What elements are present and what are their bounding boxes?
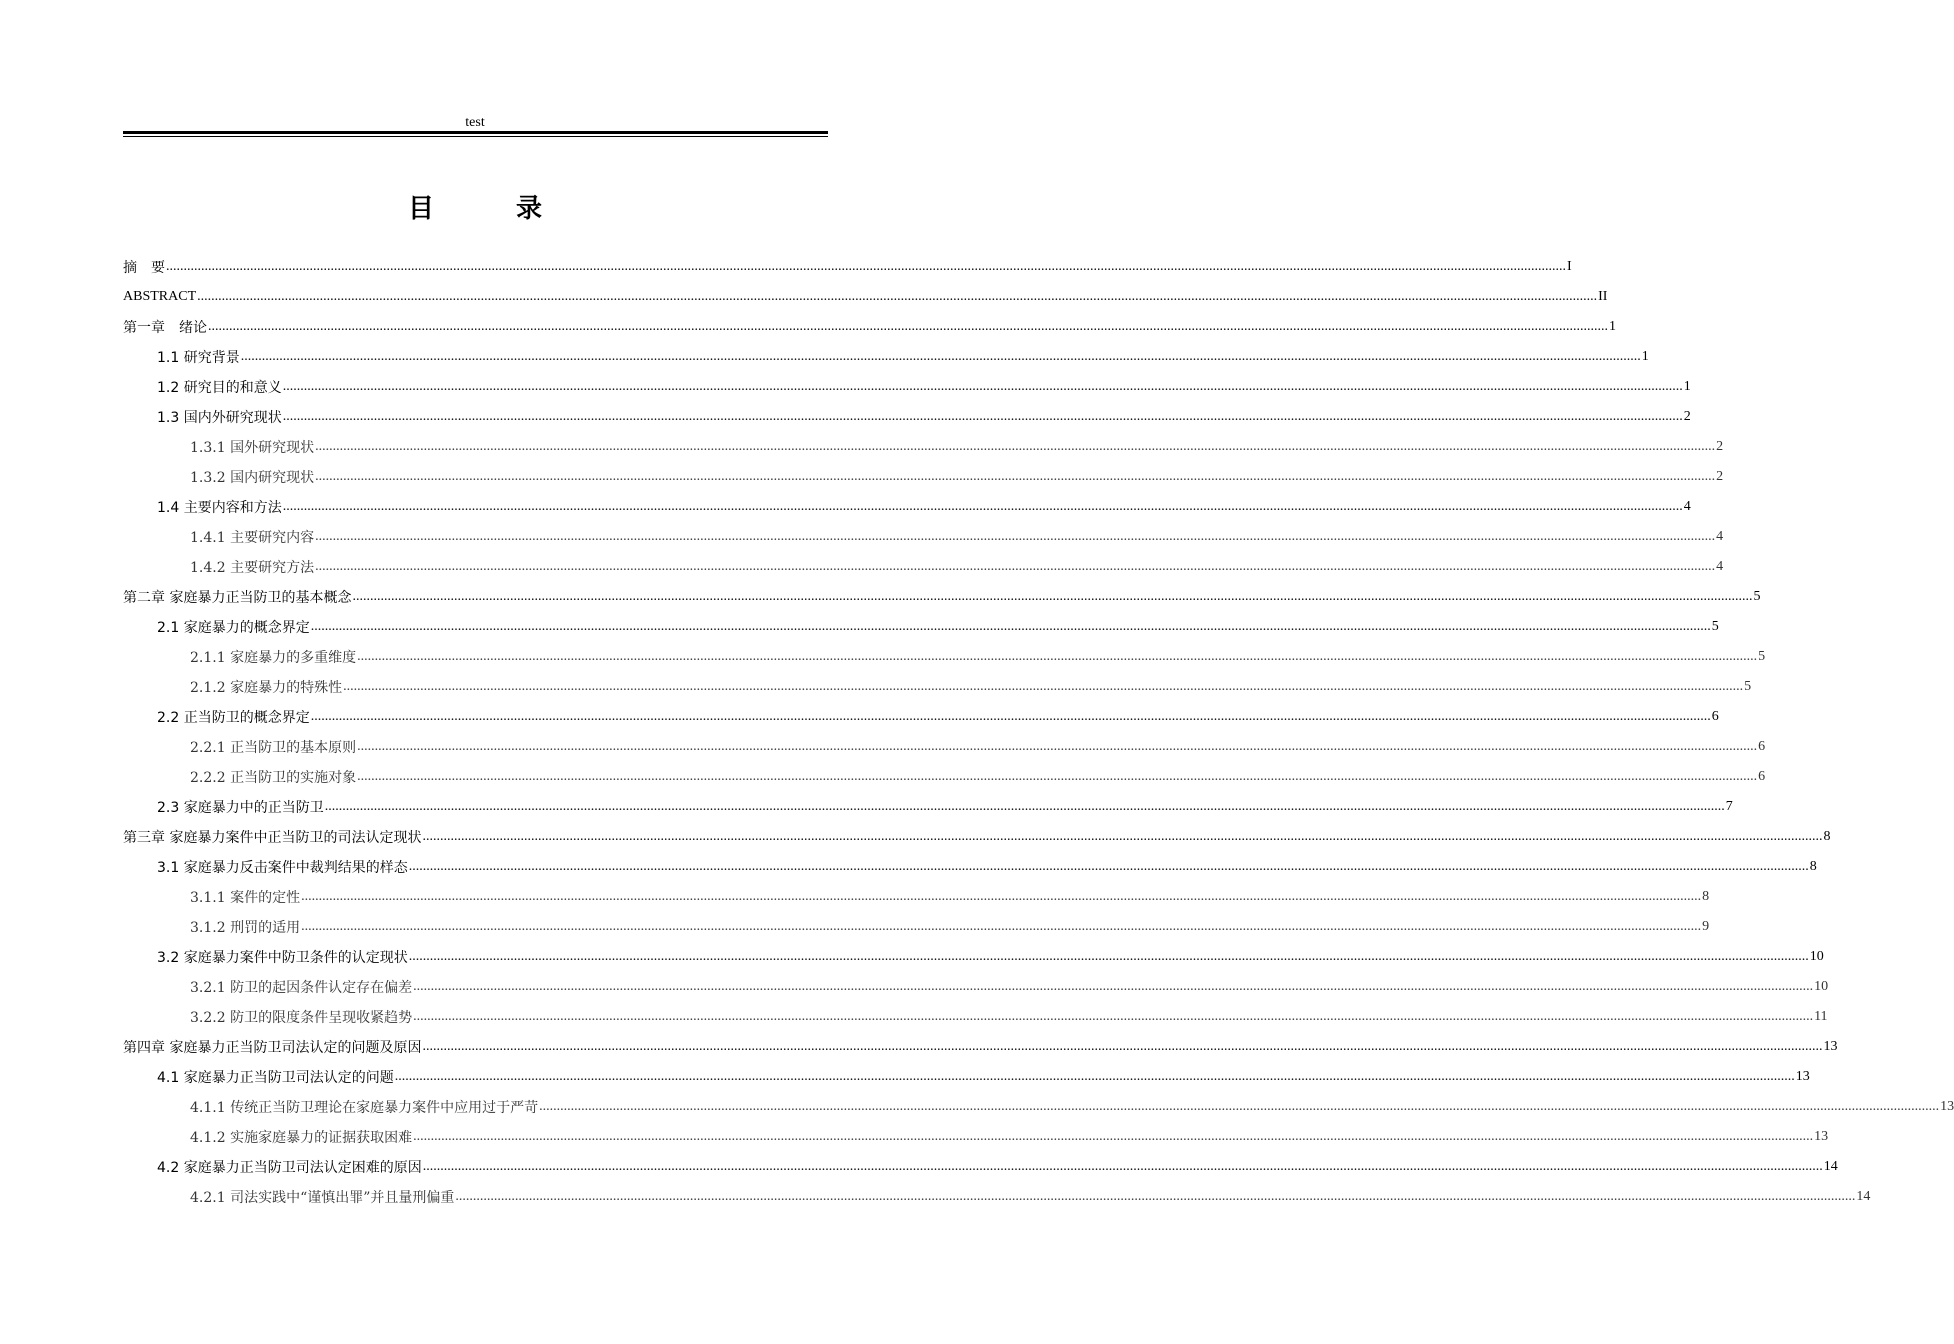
toc-dot-leader: ................................................................................................................................................................................................................................................................................................................................................................................................................ — [282, 499, 1683, 514]
toc-dot-leader: ................................................................................................................................................................................................................................................................................................................................................................................................................ — [315, 469, 1716, 484]
toc-entry[interactable] — [123, 672, 1752, 702]
toc-dot-leader: ................................................................................................................................................................................................................................................................................................................................................................................................................ — [539, 1099, 1940, 1114]
toc-entry-page: 6 — [1711, 709, 1719, 724]
toc-dot-leader: ................................................................................................................................................................................................................................................................................................................................................................................................................ — [315, 559, 1716, 574]
toc-entry-label: 3.1 家庭暴力反击案件中裁判结果的样态 — [157, 860, 408, 876]
toc-entry-label: 4.1.2 实施家庭暴力的证据获取困难 — [190, 1130, 413, 1146]
toc-entry[interactable] — [123, 762, 1766, 792]
toc-entry[interactable] — [123, 1062, 1810, 1092]
toc-entry-label: 3.2.2 防卫的限度条件呈现收紧趋势 — [190, 1010, 413, 1026]
toc-dot-leader: ................................................................................................................................................................................................................................................................................................................................................................................................................ — [310, 709, 1711, 724]
toc-entry-page: 1 — [1609, 319, 1616, 334]
toc-entry-page: 8 — [1809, 859, 1817, 874]
toc-entry-label: 3.2.1 防卫的起因条件认定存在偏差 — [190, 980, 413, 996]
toc-entry-label: 3.1.1 案件的定性 — [190, 890, 301, 906]
toc-entry-page: 13 — [1795, 1069, 1810, 1084]
toc-dot-leader: ................................................................................................................................................................................................................................................................................................................................................................................................................ — [422, 829, 1823, 844]
toc-entry[interactable] — [123, 822, 1831, 852]
toc-dot-leader: ................................................................................................................................................................................................................................................................................................................................................................................................................ — [357, 739, 1758, 754]
toc-entry-page: 5 — [1744, 679, 1752, 694]
toc-entry-label: 2.1 家庭暴力的概念界定 — [157, 620, 310, 636]
toc-dot-leader: ................................................................................................................................................................................................................................................................................................................................................................................................................ — [315, 439, 1716, 454]
toc-entry-page: 2 — [1683, 409, 1691, 424]
toc-entry-label: 1.1 研究背景 — [157, 350, 240, 366]
toc-dot-leader: ................................................................................................................................................................................................................................................................................................................................................................................................................ — [315, 529, 1716, 544]
toc-entry[interactable] — [123, 342, 1649, 372]
toc-entry-page: 1 — [1683, 379, 1691, 394]
toc-entry-page: I — [1567, 259, 1572, 274]
toc-entry-label: 3.2 家庭暴力案件中防卫条件的认定现状 — [157, 950, 408, 966]
toc-entry-label: 1.3.1 国外研究现状 — [190, 440, 315, 456]
toc-entry-label: 摘 要 — [123, 260, 165, 276]
toc-dot-leader: ................................................................................................................................................................................................................................................................................................................................................................................................................ — [408, 949, 1809, 964]
toc-dot-leader: ................................................................................................................................................................................................................................................................................................................................................................................................................ — [413, 979, 1814, 994]
toc-dot-leader: ................................................................................................................................................................................................................................................................................................................................................................................................................ — [324, 799, 1725, 814]
toc-entry-page: 8 — [1702, 889, 1710, 904]
toc-entry-label: 2.1.2 家庭暴力的特殊性 — [190, 680, 343, 696]
toc-entry-label: 第四章 家庭暴力正当防卫司法认定的问题及原因 — [123, 1040, 422, 1056]
toc-entry-page: 5 — [1758, 649, 1766, 664]
toc-entry-label: 4.1.1 传统正当防卫理论在家庭暴力案件中应用过于严苛 — [190, 1100, 539, 1116]
toc-entry-page: 5 — [1753, 589, 1761, 604]
toc-entry[interactable] — [123, 792, 1733, 822]
toc-entry-page: 14 — [1856, 1189, 1871, 1204]
toc-entry[interactable] — [123, 522, 1724, 552]
toc-dot-leader: ................................................................................................................................................................................................................................................................................................................................................................................................................ — [282, 379, 1683, 394]
toc-entry-label: 4.2.1 司法实践中“谨慎出罪”并且量刑偏重 — [190, 1190, 455, 1206]
toc-entry-page: 10 — [1809, 949, 1824, 964]
running-header: test — [465, 115, 485, 130]
toc-entry-label: 1.3.2 国内研究现状 — [190, 470, 315, 486]
toc-entry-page: II — [1598, 289, 1608, 304]
toc-entry-page: 14 — [1823, 1159, 1838, 1174]
toc-entry-page: 9 — [1702, 919, 1710, 934]
toc-entry-label: 3.1.2 刑罚的适用 — [190, 920, 301, 936]
toc-dot-leader: ................................................................................................................................................................................................................................................................................................................................................................................................................ — [301, 919, 1702, 934]
toc-entry-label: 2.1.1 家庭暴力的多重维度 — [190, 650, 357, 666]
toc-entry-page: 7 — [1725, 799, 1733, 814]
toc-entry-page: 4 — [1716, 529, 1724, 544]
toc-entry[interactable] — [123, 372, 1691, 402]
toc-dot-leader: ................................................................................................................................................................................................................................................................................................................................................................................................................ — [422, 1039, 1823, 1054]
toc-dot-leader: ................................................................................................................................................................................................................................................................................................................................................................................................................ — [413, 1129, 1814, 1144]
toc-entry[interactable] — [123, 582, 1761, 612]
toc-entry-label: 第二章 家庭暴力正当防卫的基本概念 — [123, 590, 352, 606]
toc-entry-page: 6 — [1758, 739, 1766, 754]
toc-entry[interactable] — [123, 1032, 1838, 1062]
toc-entry[interactable] — [123, 1122, 1829, 1152]
toc-dot-leader: ................................................................................................................................................................................................................................................................................................................................................................................................................ — [197, 289, 1598, 304]
toc-entry-page: 13 — [1940, 1099, 1954, 1114]
toc-entry[interactable] — [123, 462, 1724, 492]
toc-entry-page: 13 — [1823, 1039, 1838, 1054]
toc-entry-label: 2.2.2 正当防卫的实施对象 — [190, 770, 357, 786]
toc-entry-page: 10 — [1814, 979, 1829, 994]
toc-entry[interactable] — [123, 252, 1572, 282]
header-rule-thick — [123, 131, 828, 134]
toc-entry-label: 4.1 家庭暴力正当防卫司法认定的问题 — [157, 1070, 394, 1086]
toc-entry-label: 4.2 家庭暴力正当防卫司法认定困难的原因 — [157, 1160, 422, 1176]
toc-entry[interactable] — [123, 402, 1691, 432]
toc-entry-page: 4 — [1683, 499, 1691, 514]
toc-dot-leader: ................................................................................................................................................................................................................................................................................................................................................................................................................ — [394, 1069, 1795, 1084]
toc-entry[interactable] — [123, 1092, 1954, 1122]
toc-entry-label: 1.4.2 主要研究方法 — [190, 560, 315, 576]
toc-entry-page: 11 — [1814, 1009, 1828, 1024]
page-title: 目 录 — [407, 194, 570, 224]
header-rule-thin — [123, 136, 828, 137]
toc-entry-label: 2.2.1 正当防卫的基本原则 — [190, 740, 357, 756]
toc-dot-leader: ................................................................................................................................................................................................................................................................................................................................................................................................................ — [455, 1189, 1856, 1204]
toc-entry[interactable] — [123, 552, 1724, 582]
toc-entry-label: 2.2 正当防卫的概念界定 — [157, 710, 310, 726]
toc-dot-leader: ................................................................................................................................................................................................................................................................................................................................................................................................................ — [301, 889, 1702, 904]
toc-entry-label: 1.4 主要内容和方法 — [157, 500, 282, 516]
toc-dot-leader: ................................................................................................................................................................................................................................................................................................................................................................................................................ — [357, 649, 1758, 664]
toc-entry-label: 2.3 家庭暴力中的正当防卫 — [157, 800, 324, 816]
toc-entry-page: 8 — [1823, 829, 1831, 844]
toc-entry-label: ABSTRACT — [123, 289, 197, 304]
toc-entry-label: 1.3 国内外研究现状 — [157, 410, 282, 426]
toc-dot-leader: ................................................................................................................................................................................................................................................................................................................................................................................................................ — [282, 409, 1683, 424]
toc-dot-leader: ................................................................................................................................................................................................................................................................................................................................................................................................................ — [352, 589, 1753, 604]
toc-entry[interactable] — [123, 1152, 1838, 1182]
toc-dot-leader: ................................................................................................................................................................................................................................................................................................................................................................................................................ — [357, 769, 1758, 784]
toc-entry[interactable] — [123, 972, 1829, 1002]
toc-entry-label: 第一章 绪论 — [123, 320, 207, 336]
toc-dot-leader: ................................................................................................................................................................................................................................................................................................................................................................................................................ — [413, 1009, 1814, 1024]
toc-entry[interactable] — [123, 492, 1691, 522]
toc-dot-leader: ................................................................................................................................................................................................................................................................................................................................................................................................................ — [422, 1159, 1823, 1174]
toc-entry[interactable] — [123, 732, 1766, 762]
toc-entry-page: 6 — [1758, 769, 1766, 784]
toc-entry[interactable] — [123, 1182, 1871, 1212]
toc-entry-label: 1.4.1 主要研究内容 — [190, 530, 315, 546]
toc-entry[interactable] — [123, 942, 1824, 972]
toc-dot-leader: ................................................................................................................................................................................................................................................................................................................................................................................................................ — [408, 859, 1809, 874]
toc-entry[interactable] — [123, 642, 1766, 672]
toc-dot-leader: ................................................................................................................................................................................................................................................................................................................................................................................................................ — [240, 349, 1641, 364]
toc-entry-label: 1.2 研究目的和意义 — [157, 380, 282, 396]
toc-entry[interactable] — [123, 432, 1724, 462]
table-of-contents — [123, 252, 1954, 1212]
toc-entry-page: 4 — [1716, 559, 1724, 574]
toc-dot-leader: ................................................................................................................................................................................................................................................................................................................................................................................................................ — [343, 679, 1744, 694]
toc-entry[interactable] — [123, 852, 1817, 882]
toc-entry-page: 13 — [1814, 1129, 1829, 1144]
toc-entry[interactable] — [123, 312, 1616, 342]
toc-entry[interactable] — [123, 612, 1719, 642]
toc-entry-page: 2 — [1716, 439, 1724, 454]
toc-entry[interactable] — [123, 1002, 1828, 1032]
toc-entry[interactable] — [123, 882, 1710, 912]
toc-entry-page: 1 — [1641, 349, 1649, 364]
toc-dot-leader: ................................................................................................................................................................................................................................................................................................................................................................................................................ — [208, 319, 1608, 334]
toc-dot-leader: ................................................................................................................................................................................................................................................................................................................................................................................................................ — [310, 619, 1711, 634]
toc-entry[interactable] — [123, 282, 1608, 312]
toc-entry-page: 5 — [1711, 619, 1719, 634]
toc-entry-page: 2 — [1716, 469, 1724, 484]
toc-entry[interactable] — [123, 912, 1710, 942]
toc-entry[interactable] — [123, 702, 1719, 732]
toc-entry-label: 第三章 家庭暴力案件中正当防卫的司法认定现状 — [123, 830, 422, 846]
toc-dot-leader: ................................................................................................................................................................................................................................................................................................................................................................................................................ — [166, 259, 1566, 274]
